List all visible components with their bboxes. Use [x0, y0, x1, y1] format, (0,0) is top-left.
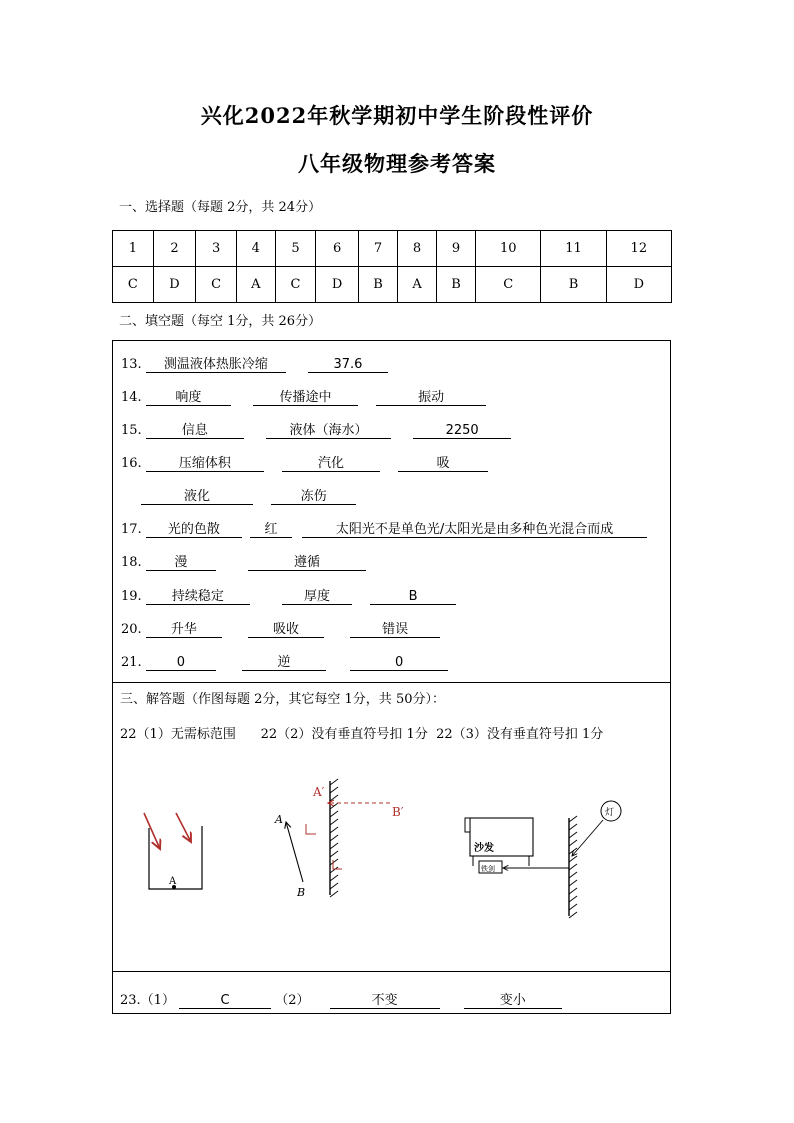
- answer-line-13: 13. 测温液体热胀冷缩 37.6: [121, 357, 388, 373]
- answer-blank: 响度: [146, 390, 231, 406]
- section2-heading: 二、填空题（每空 1分，共 26分）: [119, 314, 322, 329]
- figure-3-sofa-mirror: [465, 801, 621, 918]
- table-cell: 8: [398, 231, 437, 267]
- answer-line-18: 18. 漫 遵循: [121, 555, 366, 571]
- sofa-label: 沙发: [474, 843, 494, 854]
- light-ray: [176, 813, 191, 842]
- table-cell: 1: [113, 231, 154, 267]
- object-ab: [286, 822, 303, 882]
- answer-blank: 2250: [413, 423, 511, 439]
- answer-line-14: 14. 响度 传播途中 振动: [121, 390, 486, 406]
- answer-line-21: 21. 0 逆 0: [121, 655, 448, 671]
- answer-blank: 液化: [141, 489, 253, 505]
- table-cell: B: [358, 267, 397, 303]
- table-cell: D: [606, 267, 671, 303]
- choice-answer-table: [112, 230, 672, 303]
- answer-blank: 红: [250, 522, 292, 538]
- wall-hatching: [569, 816, 577, 918]
- table-cell: A: [398, 267, 437, 303]
- q23-box: [112, 971, 671, 1014]
- answer-blank: 光的色散: [146, 522, 242, 538]
- section3-heading: 三、解答题（作图每题 2分，其它每空 1分，共 50分）：: [120, 692, 445, 707]
- table-cell: 3: [196, 231, 237, 267]
- label-a: A: [275, 813, 283, 826]
- answer-blank: 持续稳定: [146, 589, 250, 605]
- table-cell: 11: [541, 231, 606, 267]
- answer-blank: 厚度: [282, 589, 352, 605]
- answer-blank: 漫: [146, 555, 216, 571]
- sofa-arm: [465, 818, 470, 832]
- table-row-numbers: [113, 231, 672, 267]
- answer-line-23: 23.（1） C （2） 不变 变小: [120, 989, 562, 1009]
- ray-diagrams: [113, 758, 670, 968]
- ball-label: 铁剑: [481, 865, 495, 873]
- table-cell: 4: [237, 231, 276, 267]
- answer-blank: 吸: [398, 456, 488, 472]
- answer-blank: 压缩体积: [146, 456, 264, 472]
- answer-line-20: 20. 升华 吸收 错误: [121, 622, 440, 638]
- table-cell: 10: [476, 231, 541, 267]
- answer-blank: 液体（海水）: [266, 423, 391, 439]
- answer-blank: 错误: [350, 622, 440, 638]
- perpendicular-mark: [306, 824, 316, 834]
- answer-blank: 汽化: [282, 456, 380, 472]
- table-cell: 9: [436, 231, 475, 267]
- table-row-answers: [113, 267, 672, 303]
- label-a-prime: A′: [313, 785, 325, 799]
- table-cell: D: [316, 267, 359, 303]
- answer-line-17: 17. 光的色散 红 太阳光不是单色光/太阳光是由多种色光混合而成: [121, 522, 647, 538]
- table-cell: B: [541, 267, 606, 303]
- answer-line-16: 16. 压缩体积 汽化 吸: [121, 456, 488, 472]
- table-cell: C: [196, 267, 237, 303]
- answer-line-16-cont: [141, 489, 356, 505]
- answer-line-15: 15. 信息 液体（海水） 2250: [121, 423, 511, 439]
- label-b: B: [297, 886, 306, 899]
- table-cell: 2: [153, 231, 196, 267]
- answer-line-19: 19. 持续稳定 厚度 B: [121, 589, 456, 605]
- table-cell: 6: [316, 231, 359, 267]
- answer-blank: 升华: [146, 622, 222, 638]
- answer-blank: 信息: [146, 423, 244, 439]
- answer-blank: 逆: [242, 655, 326, 671]
- light-ray: [144, 813, 160, 849]
- fill-in-answers-box: [112, 340, 671, 683]
- page-title: 兴化2022年秋学期初中学生阶段性评价: [200, 103, 594, 128]
- answer-blank: B: [370, 589, 456, 605]
- answer-blank: 变小: [464, 993, 562, 1009]
- table-cell: 5: [275, 231, 316, 267]
- table-cell: C: [476, 267, 541, 303]
- table-cell: B: [436, 267, 475, 303]
- answer-blank: 37.6: [308, 357, 388, 373]
- lamp-label: 灯: [605, 808, 615, 818]
- answer-blank: 遵循: [248, 555, 366, 571]
- answer-blank: 测温液体热胀冷缩: [146, 357, 286, 373]
- table-cell: C: [275, 267, 316, 303]
- answer-blank: 吸收: [248, 622, 324, 638]
- answer-blank: 传播途中: [253, 390, 358, 406]
- answer-blank: 不变: [330, 993, 440, 1009]
- figure-1-container: [144, 813, 202, 889]
- answer-blank: C: [179, 993, 271, 1009]
- answer-section-box: [112, 683, 671, 972]
- section3-note: 22（1）无需标范围 22（2）没有垂直符号扣 1分 22（3）没有垂直符号扣 1分: [120, 727, 604, 742]
- answer-blank: 0: [146, 655, 216, 671]
- table-cell: 7: [358, 231, 397, 267]
- answer-blank: 0: [350, 655, 448, 671]
- answer-blank: 冻伤: [271, 489, 356, 505]
- answer-blank: 太阳光不是单色光/太阳光是由多种色光混合而成: [302, 522, 647, 538]
- table-cell: C: [113, 267, 154, 303]
- answer-blank: 振动: [376, 390, 486, 406]
- incident-ray: [572, 820, 603, 856]
- mirror-hatching: [330, 779, 338, 897]
- label-a: A: [169, 876, 177, 887]
- table-cell: A: [237, 267, 276, 303]
- label-b-prime: B′: [392, 805, 404, 819]
- section1-heading: 一、选择题（每题 2分，共 24分）: [119, 200, 322, 215]
- table-cell: 12: [606, 231, 671, 267]
- table-cell: D: [153, 267, 196, 303]
- figure-2-plane-mirror: [274, 779, 404, 899]
- page-subtitle: 八年级物理参考答案: [298, 151, 496, 176]
